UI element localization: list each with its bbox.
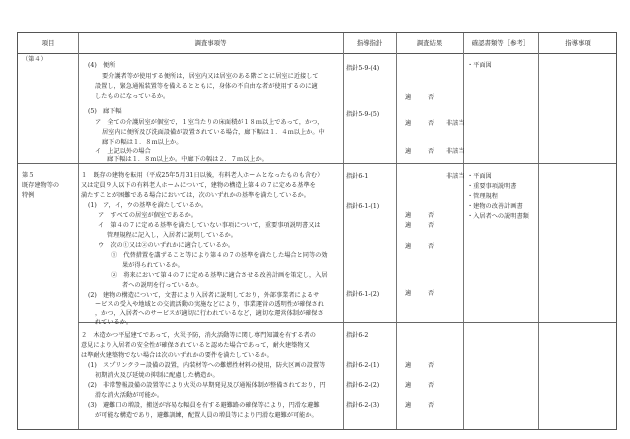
result-no: 否 xyxy=(428,362,435,369)
standard-ref: 指針5-9-(5) xyxy=(346,111,380,118)
result-yes: 適 xyxy=(405,243,412,250)
header-docs: 確認書類等［参考］ xyxy=(471,39,530,47)
section-5-text: ① 代替措置を講ずること等により第４の７の基準を満たした場合と同等の効 xyxy=(111,252,328,259)
result-no: 否 xyxy=(428,94,435,101)
result-no: 否 xyxy=(428,402,435,409)
section-5-text: (2) 建物の構造について，文書により入居者に説明しており，外部事業者によるサ xyxy=(88,292,320,299)
corridor-text: 廊下幅は１．８ｍ以上か。中廊下の幅は２．７ｍ以上か。 xyxy=(107,156,268,163)
standard-ref: 指針6-1-(2) xyxy=(346,291,380,298)
column-divider xyxy=(78,33,79,429)
result-yes: 適 xyxy=(405,290,412,297)
section-5-2-text: 意見により入居者の安全性が確保されていると認めた場合であって，耐火建築物又 xyxy=(81,342,310,349)
toilet-text: したものになっているか。 xyxy=(95,93,170,100)
corridor-text: 廊下の幅は１．８ｍ以上か。 xyxy=(102,139,183,146)
result-na: 非該当 xyxy=(446,173,465,180)
standard-ref: 指針6-2-(1) xyxy=(346,362,380,369)
section-5-text: ② 将来において第４の７に定める基準に適合させる改善計画を策定し，入居 xyxy=(111,272,328,279)
column-divider xyxy=(396,33,397,429)
doc-item: ・平面図 xyxy=(467,173,492,180)
result-yes: 適 xyxy=(405,382,412,389)
result-no: 否 xyxy=(428,290,435,297)
result-yes: 適 xyxy=(405,402,412,409)
section-5-2-text: (2) 非常警報設備の設置等により火災の早期発見及び通報体制が整備されており，円 xyxy=(88,382,326,389)
result-yes: 適 xyxy=(405,148,412,155)
result-yes: 適 xyxy=(405,212,412,219)
doc-item: ・管理規程 xyxy=(467,193,498,200)
section-5-2-text: (1) スプリンクラー設備の設置，内装材等への難燃性材料の使用，防火区画の設置等 xyxy=(88,362,326,369)
result-no: 否 xyxy=(428,243,435,250)
result-na: 非該当 xyxy=(446,120,465,127)
toilet-text: 要介護者等が使用する便所は，居室内又は居室のある階ごとに居室に近接して xyxy=(102,73,319,80)
section-5-item: 第５ xyxy=(22,172,35,179)
section-5-2-text: が可能な構造であり，避難訓練，配置人員の増員等により円滑な避難が可能か。 xyxy=(95,412,318,419)
section-5-text: ウ 次の①又は②のいずれかに適合しているか。 xyxy=(98,242,235,249)
section-5-2-text: ２ 木造かつ平屋建てであって，火災予防，消火活動等に関し専門知識を有する者の xyxy=(81,332,316,339)
corridor-text: 居室内に便所及び洗面設備が設置されている場合，廊下幅は１．４ｍ以上か。中 xyxy=(102,129,325,136)
toilet-heading: (4) 便所 xyxy=(88,62,116,69)
section-5-text: ア すべての居室が個室であるか。 xyxy=(98,212,197,219)
row-divider xyxy=(78,322,616,323)
result-yes: 適 xyxy=(405,120,412,127)
standard-ref: 指針6-1 xyxy=(346,173,369,180)
section-5-text: 者への説明を行っているか。 xyxy=(122,282,203,289)
result-no: 否 xyxy=(428,148,435,155)
standard-ref: 指針6-2-(2) xyxy=(346,382,380,389)
header-item: 項目 xyxy=(41,39,55,47)
standard-ref: 指針6-2 xyxy=(346,332,369,339)
section-5-text: １ 既存の建物を転用（平成25年5月31日以後，有料老人ホームとなったものも含む） xyxy=(81,172,324,179)
column-divider xyxy=(463,33,464,429)
result-no: 否 xyxy=(428,120,435,127)
header-result: 調査結果 xyxy=(416,39,443,47)
section-5-text: れているか。 xyxy=(95,319,133,326)
standard-ref: 指針5-9-(4) xyxy=(346,65,380,72)
section-5-text: 管理規程に記入し，入居者に説明しているか。 xyxy=(107,232,237,239)
section-5-text: (1) ア，イ，ウの基準を満たしているか。 xyxy=(88,202,208,209)
doc-item: ・重要事項説明書 xyxy=(467,183,517,190)
section-5-2-text: (3) 避難口の増設，搬送が容易な幅員を有する避難路の確保等により，円滑な避難 xyxy=(88,402,320,409)
section-5-2-text: は準耐火建築物でない場合は次のいずれかの要件を満たしているか。 xyxy=(81,352,273,359)
section-5-text: 又は定員９人以下の有料老人ホームについて，建物の構造上第４の７に定める基準を xyxy=(81,182,316,189)
section-5-text: ービスの受入や地域との交流活動の実施などにより，事業運営の透明性が確保され xyxy=(95,301,324,308)
section-5-text: 満たすことが困難である場合においては，次のいずれかの基準を満たしているか。 xyxy=(81,192,310,199)
result-na: 非該当 xyxy=(446,148,465,155)
section-5-item: 既存建物等の xyxy=(22,182,60,189)
doc-item: ・入居者への説明書類 xyxy=(467,213,529,220)
section-5-2-text: 初期消火及び延焼の抑制に配慮した構造か。 xyxy=(95,372,219,379)
standard-ref: 指針6-2-(3) xyxy=(346,402,380,409)
header-standard: 指導指針 xyxy=(356,39,383,47)
doc-item: ・建物の改善計画書 xyxy=(467,203,523,210)
section-5-item: 特例 xyxy=(22,192,35,199)
corridor-text: イ 上記以外の場合 xyxy=(95,148,151,155)
corridor-text: ア 全ての介護居室が個室で，１室当たりの床面積が１８ｍ以上であって，かつ， xyxy=(95,119,324,126)
section-4-item: （第４） xyxy=(22,56,47,63)
column-divider xyxy=(538,33,539,429)
result-no: 否 xyxy=(428,382,435,389)
result-yes: 適 xyxy=(405,362,412,369)
result-yes: 適 xyxy=(405,94,412,101)
section-5-text: ，かつ，入居者へのサービスが適切に行われているなど，適切な運営体制が確保さ xyxy=(95,310,324,317)
section-5-text: 果が得られているか。 xyxy=(122,262,184,269)
section-5-text: イ 第４の７に定める基準を満たしていない事項について，重要事項説明書又は xyxy=(98,222,321,229)
header-content: 調査事項等 xyxy=(194,39,227,47)
doc-item: ・平面図 xyxy=(467,62,492,69)
section-5-2-text: 滑な消火活動が可能か。 xyxy=(95,392,164,399)
result-yes: 適 xyxy=(405,222,412,229)
corridor-heading: (5) 廊下幅 xyxy=(88,108,122,115)
header-notes: 指導事項 xyxy=(565,39,591,47)
result-no: 否 xyxy=(428,212,435,219)
toilet-text: 設置し，緊急通報装置等を備えるとともに，身体の不自由な者が使用するのに適 xyxy=(95,83,318,90)
inspection-table xyxy=(17,32,617,430)
standard-ref: 指針6-1-(1) xyxy=(346,203,380,210)
column-divider xyxy=(343,33,344,429)
result-no: 否 xyxy=(428,222,435,229)
